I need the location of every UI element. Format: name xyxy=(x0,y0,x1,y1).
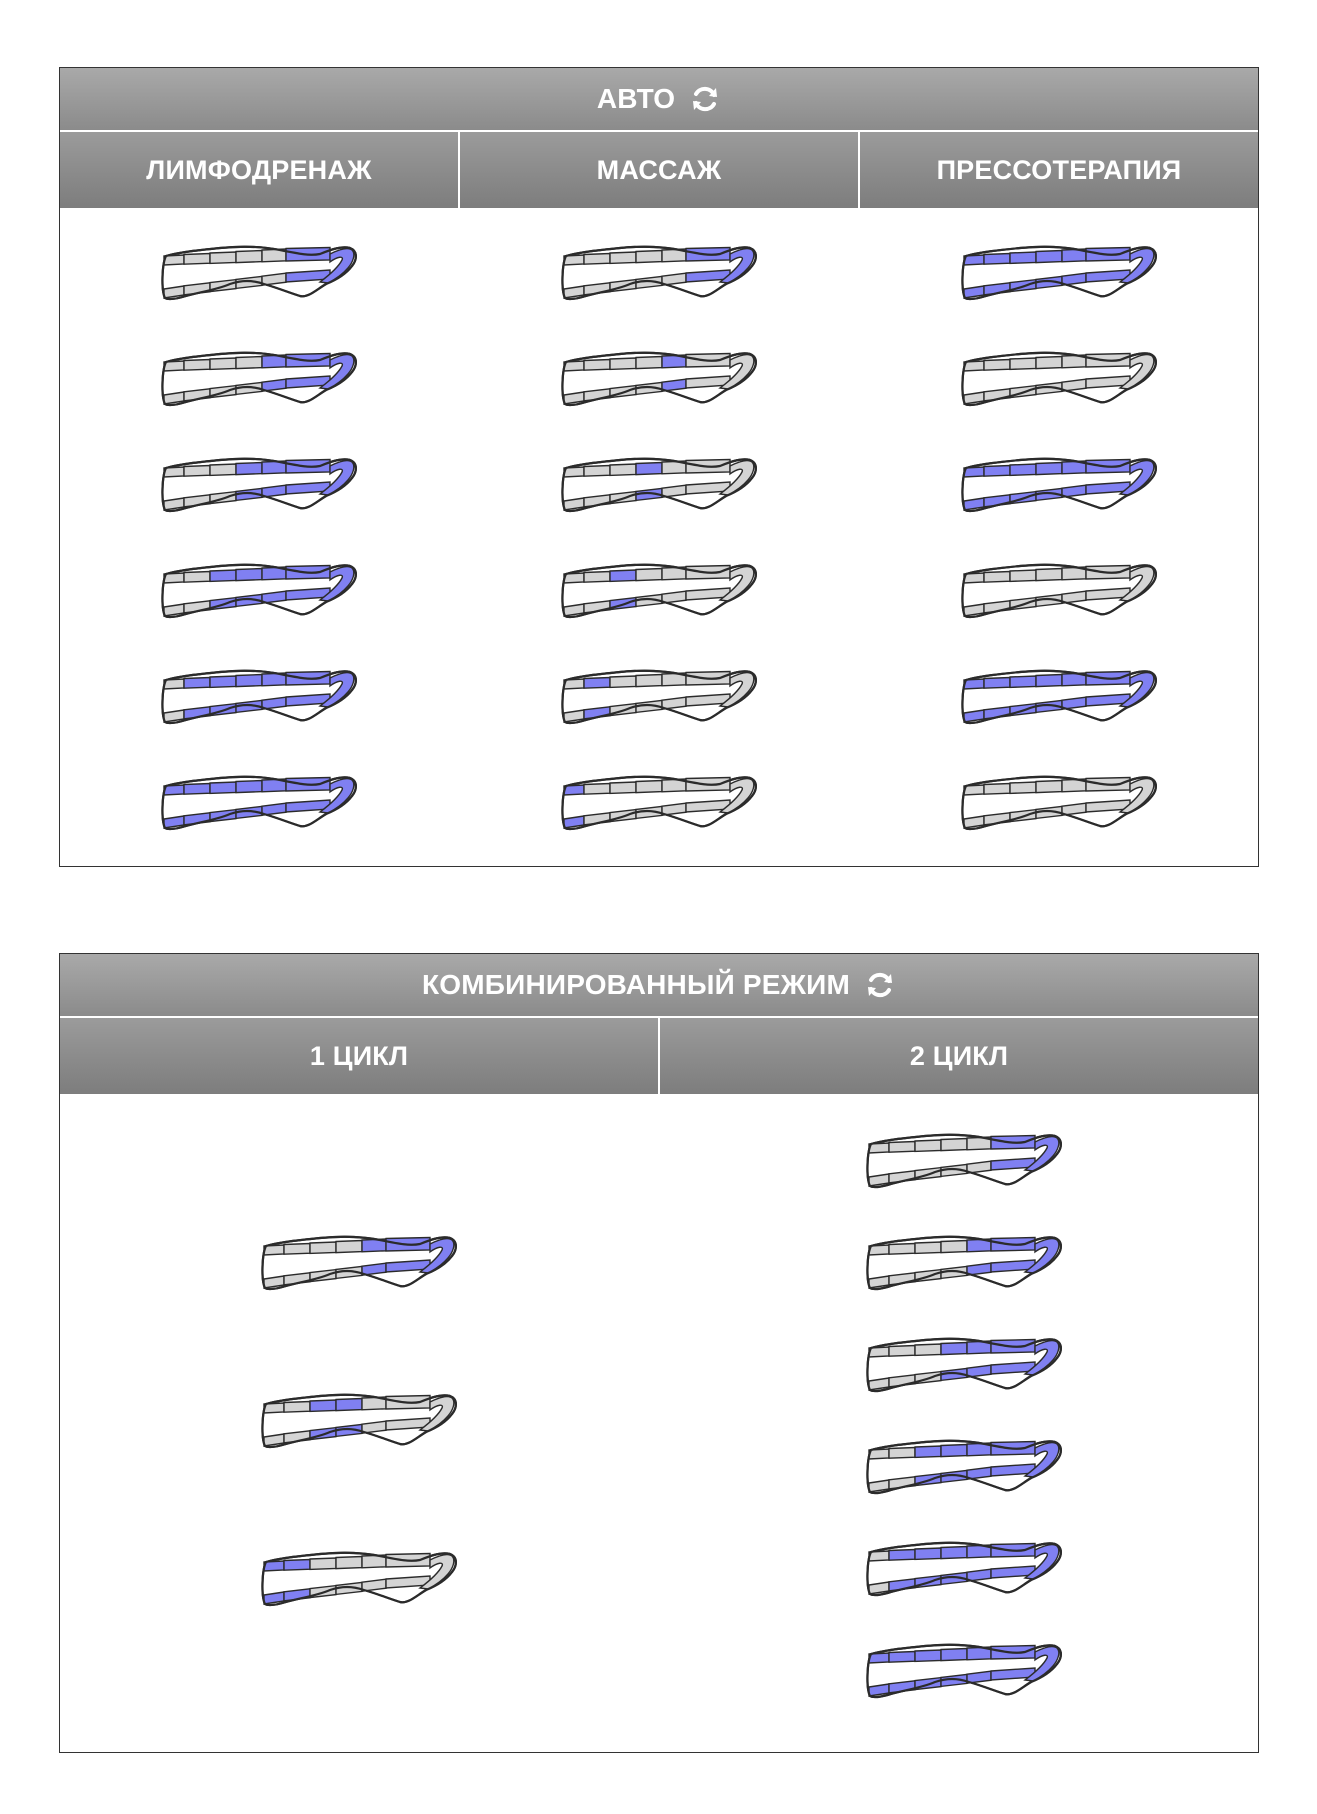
leg-diagram-cycle1-stage3 xyxy=(260,1544,460,1616)
chamber-2-top-active xyxy=(984,466,1010,477)
chamber-2-top-inactive xyxy=(984,572,1010,583)
chamber-3-top-active xyxy=(1010,464,1036,475)
chamber-2-top-active xyxy=(184,784,210,795)
leg-diagram-cycle2-stage3 xyxy=(865,1330,1065,1402)
chamber-3-top-inactive xyxy=(1010,782,1036,793)
chamber-4-top-active xyxy=(236,781,262,793)
leg-diagram-cycle2-stage2 xyxy=(865,1228,1065,1300)
chamber-3-top-active xyxy=(210,782,236,793)
chamber-4-top-inactive xyxy=(336,1557,362,1569)
chamber-4-top-active xyxy=(941,1343,967,1355)
chamber-2-top-active xyxy=(984,254,1010,265)
leg-diagram-cycle1-stage2 xyxy=(260,1386,460,1458)
chamber-2-top-inactive xyxy=(584,572,610,583)
chamber-3-top-inactive xyxy=(310,1242,336,1253)
chamber-4-top-inactive xyxy=(636,251,662,263)
chamber-3-top-inactive xyxy=(1010,358,1036,369)
chamber-2-top-inactive xyxy=(184,466,210,477)
chamber-3-top-inactive xyxy=(610,676,636,687)
chamber-4-top-inactive xyxy=(636,781,662,793)
chamber-4-top-inactive xyxy=(1036,357,1062,369)
leg-diagram-auto-col1-stage5 xyxy=(160,662,360,734)
chamber-2-top-inactive xyxy=(984,360,1010,371)
chamber-2-top-inactive xyxy=(889,1346,915,1357)
chamber-3-top-inactive xyxy=(610,782,636,793)
chamber-3-top-active xyxy=(210,676,236,687)
chamber-2-top-active xyxy=(584,678,610,689)
leg-diagram-auto-col2-stage4 xyxy=(560,556,760,628)
chamber-3-top-active xyxy=(310,1400,336,1411)
leg-diagram-cycle1-stage1 xyxy=(260,1228,460,1300)
auto-mode-panel xyxy=(59,67,1259,867)
auto-mode-header xyxy=(60,68,1258,132)
leg-diagram-auto-col2-stage6 xyxy=(560,768,760,840)
leg-diagram-auto-col1-stage2 xyxy=(160,344,360,416)
leg-diagram-cycle2-stage5 xyxy=(865,1534,1065,1606)
chamber-2-top-inactive xyxy=(184,254,210,265)
chamber-4-top-inactive xyxy=(636,569,662,581)
chamber-4-top-active xyxy=(1036,251,1062,263)
column-pressotherapy: ПРЕССОТЕРАПИЯ xyxy=(858,132,1258,208)
chamber-2-top-inactive xyxy=(889,1142,915,1153)
leg-diagram-auto-col3-stage4 xyxy=(960,556,1160,628)
chamber-4-top-active xyxy=(941,1649,967,1661)
chamber-3-top-active xyxy=(1010,252,1036,263)
chamber-3-top-active xyxy=(210,570,236,581)
refresh-icon xyxy=(864,969,896,1001)
column-cycle-1: 1 ЦИКЛ xyxy=(60,1018,658,1094)
chamber-2-top-inactive xyxy=(284,1402,310,1413)
chamber-3-top-inactive xyxy=(210,252,236,263)
chamber-4-top-active xyxy=(1036,463,1062,475)
chamber-4-top-inactive xyxy=(1036,569,1062,581)
chamber-2-top-inactive xyxy=(984,784,1010,795)
leg-diagram-auto-col2-stage2 xyxy=(560,344,760,416)
chamber-2-top-active xyxy=(984,678,1010,689)
auto-mode-column-headers xyxy=(60,132,1258,208)
column-lymphodrainage: ЛИМФОДРЕНАЖ xyxy=(60,132,458,208)
chamber-4-top-inactive xyxy=(636,675,662,687)
leg-diagram-auto-col1-stage1 xyxy=(160,238,360,310)
leg-diagram-auto-col2-stage5 xyxy=(560,662,760,734)
chamber-3-top-active xyxy=(915,1650,941,1661)
chamber-4-top-active xyxy=(941,1547,967,1559)
chamber-4-top-active xyxy=(336,1399,362,1411)
chamber-4-top-inactive xyxy=(236,251,262,263)
chamber-3-top-inactive xyxy=(210,464,236,475)
chamber-4-top-active xyxy=(236,675,262,687)
leg-diagram-auto-col1-stage6 xyxy=(160,768,360,840)
chamber-4-top-active xyxy=(636,463,662,475)
chamber-4-top-active xyxy=(1036,675,1062,687)
combined-mode-header xyxy=(60,954,1258,1018)
chamber-4-top-inactive xyxy=(636,357,662,369)
chamber-3-top-active xyxy=(915,1548,941,1559)
chamber-4-top-inactive xyxy=(941,1139,967,1151)
chamber-3-top-active xyxy=(610,570,636,581)
chamber-4-top-inactive xyxy=(336,1241,362,1253)
chamber-3-top-inactive xyxy=(610,464,636,475)
chamber-2-top-inactive xyxy=(584,466,610,477)
chamber-2-top-inactive xyxy=(184,572,210,583)
leg-diagram-cycle2-stage4 xyxy=(865,1432,1065,1504)
combined-mode-column-headers xyxy=(60,1018,1258,1094)
leg-diagram-auto-col3-stage3 xyxy=(960,450,1160,522)
leg-diagram-auto-col1-stage3 xyxy=(160,450,360,522)
leg-diagram-auto-col2-stage3 xyxy=(560,450,760,522)
leg-diagram-cycle2-stage6 xyxy=(865,1636,1065,1708)
chamber-3-top-active xyxy=(915,1446,941,1457)
chamber-2-top-active xyxy=(889,1550,915,1561)
chamber-2-top-inactive xyxy=(889,1244,915,1255)
chamber-2-top-inactive xyxy=(584,784,610,795)
chamber-2-top-inactive xyxy=(284,1244,310,1255)
leg-diagram-auto-col2-stage1 xyxy=(560,238,760,310)
chamber-4-top-active xyxy=(941,1445,967,1457)
chamber-2-top-inactive xyxy=(584,360,610,371)
chamber-3-top-inactive xyxy=(915,1242,941,1253)
chamber-3-top-inactive xyxy=(1010,570,1036,581)
column-cycle-2: 2 ЦИКЛ xyxy=(658,1018,1258,1094)
auto-mode-title: АВТО xyxy=(596,83,676,114)
leg-diagram-auto-col3-stage1 xyxy=(960,238,1160,310)
chamber-4-top-inactive xyxy=(941,1241,967,1253)
chamber-2-top-active xyxy=(889,1652,915,1663)
column-massage: МАССАЖ xyxy=(458,132,858,208)
leg-diagram-auto-col3-stage5 xyxy=(960,662,1160,734)
chamber-3-top-inactive xyxy=(915,1344,941,1355)
leg-diagram-auto-col3-stage2 xyxy=(960,344,1160,416)
combined-mode-title: КОМБИНИРОВАННЫЙ РЕЖИМ xyxy=(422,969,850,1000)
chamber-3-top-inactive xyxy=(610,358,636,369)
chamber-4-top-active xyxy=(236,569,262,581)
chamber-3-top-inactive xyxy=(915,1140,941,1151)
chamber-3-top-inactive xyxy=(210,358,236,369)
chamber-3-top-active xyxy=(1010,676,1036,687)
chamber-4-top-inactive xyxy=(236,357,262,369)
chamber-3-top-inactive xyxy=(310,1558,336,1569)
leg-diagram-cycle2-stage1 xyxy=(865,1126,1065,1198)
chamber-2-top-inactive xyxy=(889,1448,915,1459)
leg-diagram-auto-col3-stage6 xyxy=(960,768,1160,840)
chamber-2-top-active xyxy=(284,1560,310,1571)
chamber-2-top-inactive xyxy=(184,360,210,371)
chamber-4-top-inactive xyxy=(1036,781,1062,793)
refresh-icon xyxy=(689,83,721,115)
chamber-2-top-active xyxy=(184,678,210,689)
combined-mode-panel xyxy=(59,953,1259,1753)
chamber-2-top-inactive xyxy=(584,254,610,265)
chamber-4-top-active xyxy=(236,463,262,475)
chamber-3-top-inactive xyxy=(610,252,636,263)
leg-diagram-auto-col1-stage4 xyxy=(160,556,360,628)
